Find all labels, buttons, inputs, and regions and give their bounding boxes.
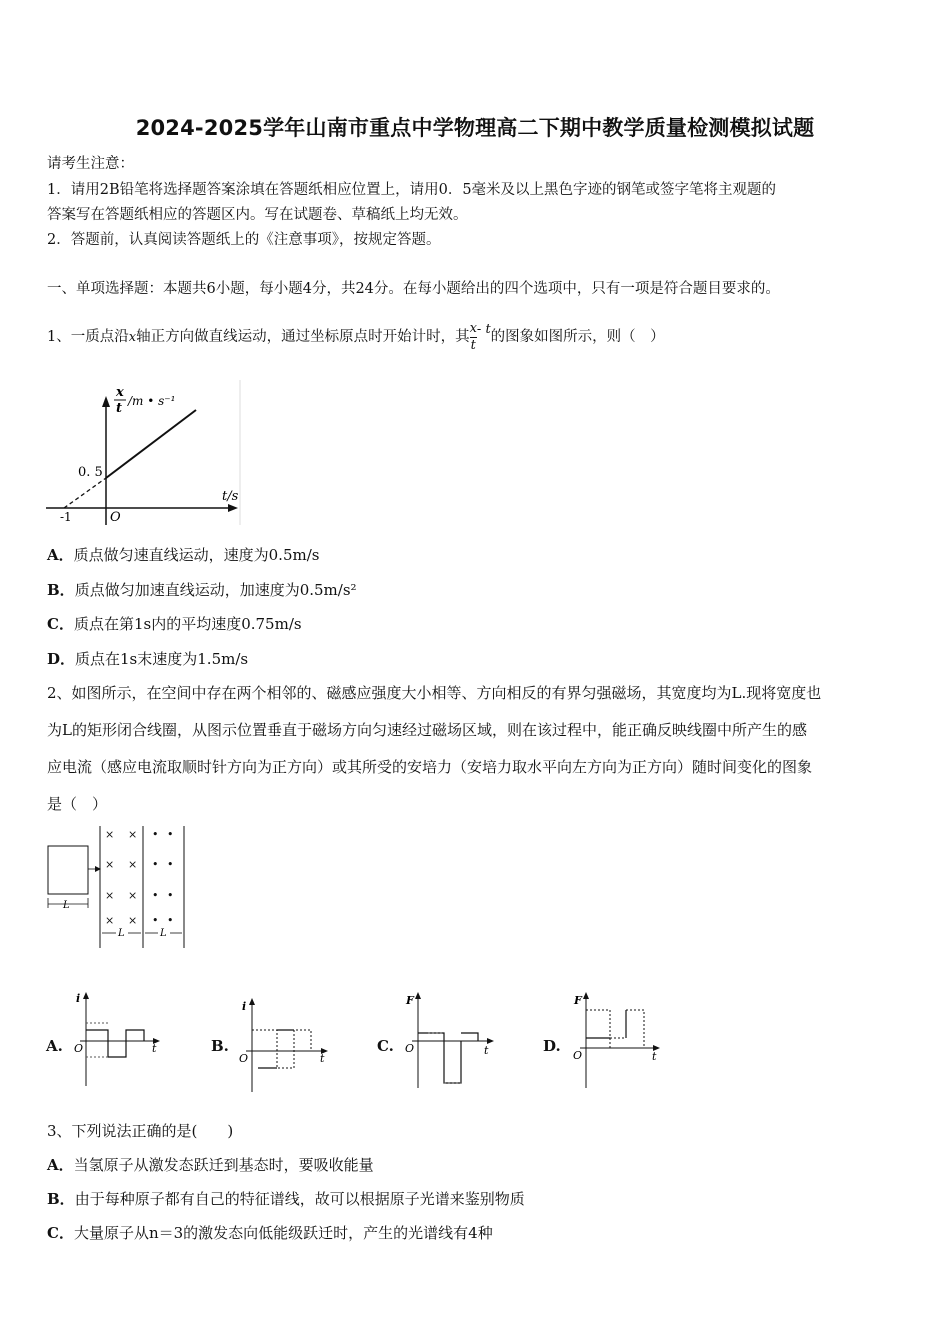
origin-label: O xyxy=(239,1052,249,1065)
option-text: 质点做匀速直线运动，速度为0.5m/s xyxy=(73,546,320,564)
notice-line-1a: 1．请用2B铅笔将选择题答案涂填在答题纸相应位置上，请用0．5毫米及以上黑色字迹的钢笔或签字笔将主观题的 xyxy=(47,182,777,198)
svg-text:×: × xyxy=(128,858,138,871)
q2-choice-c-letter[interactable]: C. xyxy=(377,1037,394,1055)
q1-option-a[interactable] xyxy=(47,544,319,565)
option-letter: D． xyxy=(47,650,76,668)
q1-frac-den: t xyxy=(470,337,476,353)
q1-stem-b: 轴正方向做直线运动，通过坐标原点时开始计时，其 xyxy=(136,329,470,345)
t-label: t xyxy=(320,1052,325,1065)
q1-x-neg: -1 xyxy=(60,510,72,524)
axis-label: F xyxy=(574,994,582,1007)
arrow-up-icon xyxy=(583,992,589,999)
option-text: 质点做匀加速直线运动，加速度为0.5m/s² xyxy=(74,581,357,599)
q1-y-unit: /m • s⁻¹ xyxy=(128,394,176,408)
svg-text:×: × xyxy=(105,889,115,902)
option-letter: C． xyxy=(47,615,74,633)
q2-choice-d-letter[interactable]: D. xyxy=(543,1037,561,1055)
q1-stem-c: 的图象如图所示，则（ ） xyxy=(490,329,665,345)
notice-line-2: 2．答题前，认真阅读答题纸上的《注意事项》，按规定答题。 xyxy=(47,232,441,248)
q3-option-c[interactable] xyxy=(47,1222,493,1243)
svg-text:•: • xyxy=(167,889,174,902)
svg-text:×: × xyxy=(105,828,115,841)
svg-text:•: • xyxy=(167,828,174,841)
svg-text:•: • xyxy=(152,858,159,871)
q1-origin: O xyxy=(110,510,121,525)
option-letter: C． xyxy=(47,1224,74,1242)
q1-option-c[interactable] xyxy=(47,613,302,634)
notice-heading: 请考生注意： xyxy=(47,156,134,172)
q1-option-b[interactable] xyxy=(47,579,357,600)
wave xyxy=(586,1010,644,1048)
q1-extrapolation xyxy=(64,478,106,508)
option-text: 质点在第1s内的平均速度0.75m/s xyxy=(73,615,302,633)
svg-text:•: • xyxy=(167,858,174,871)
q1-x-label: t/s xyxy=(222,489,239,504)
t-label: t xyxy=(152,1042,157,1055)
page-title: 2024-2025学年山南市重点中学物理高二下期中教学质量检测模拟试题 xyxy=(135,116,815,140)
q2-field-L2: L xyxy=(160,928,167,939)
t-label: t xyxy=(484,1044,489,1057)
q1-y-den: t xyxy=(116,401,123,416)
q1-intercept: 0. 5 xyxy=(78,465,103,480)
svg-text:×: × xyxy=(128,914,138,927)
q1-option-d[interactable] xyxy=(47,648,248,669)
q1-data-line xyxy=(106,410,196,478)
svg-text:•: • xyxy=(152,914,159,927)
q2-line-1: 2、如图所示，在空间中存在两个相邻的、磁感应强度大小相等、方向相反的有界匀强磁场，其宽度均为L.现将宽度也 xyxy=(47,684,822,702)
axis-label: i xyxy=(242,1000,247,1013)
option-text: 当氢原子从激发态跃迁到基态时，要吸收能量 xyxy=(73,1156,374,1174)
arrow-right-icon xyxy=(228,504,238,512)
q2-choice-d-graph[interactable] xyxy=(564,990,664,1090)
svg-text:×: × xyxy=(105,858,115,871)
arrow-up-icon xyxy=(83,992,89,999)
q2-choice-a-letter[interactable]: A. xyxy=(46,1037,63,1055)
svg-text:•: • xyxy=(152,828,159,841)
option-text: 质点在1s末速度为1.5m/s xyxy=(75,650,249,668)
origin-label: O xyxy=(573,1049,583,1062)
svg-text:×: × xyxy=(128,889,138,902)
q2-field-diagram xyxy=(44,826,194,952)
axis-label: F xyxy=(406,994,414,1007)
q2-dot-field xyxy=(152,828,174,927)
notice-line-1b: 答案写在答题纸相应的答题区内。写在试题卷、草稿纸上均无效。 xyxy=(47,207,468,223)
q1-fraction xyxy=(470,321,477,354)
q2-choice-c-graph[interactable] xyxy=(398,990,498,1090)
svg-text:•: • xyxy=(152,889,159,902)
q2-choice-a-graph[interactable] xyxy=(68,990,163,1090)
q1-frac-num: x xyxy=(469,320,477,336)
q1-stem-a: 1、一质点沿 xyxy=(47,329,129,345)
svg-text:×: × xyxy=(105,914,115,927)
svg-text:•: • xyxy=(167,914,174,927)
q2-coil-L: L xyxy=(63,900,70,911)
q2-choice-b-letter[interactable]: B. xyxy=(211,1037,229,1055)
q2-line-4: 是（ ） xyxy=(47,795,108,813)
arrow-up-icon xyxy=(415,992,421,999)
q3-option-a[interactable] xyxy=(47,1154,374,1175)
option-text: 由于每种原子都有自己的特征谱线，故可以根据原子光谱来鉴别物质 xyxy=(74,1190,525,1208)
origin-label: O xyxy=(74,1042,84,1055)
origin-label: O xyxy=(405,1042,415,1055)
option-text: 大量原子从n＝3的激发态向低能级跃迁时，产生的光谱线有4种 xyxy=(73,1224,493,1242)
q2-line-2: 为L的矩形闭合线圈，从图示位置垂直于磁场方向匀速经过磁场区域，则在该过程中，能正确反映线圈中所产生的感 xyxy=(47,721,807,739)
q1-frac-tail: - t xyxy=(476,322,491,337)
t-label: t xyxy=(652,1050,657,1063)
option-letter: A． xyxy=(47,1156,74,1174)
option-letter: B． xyxy=(47,581,75,599)
q2-cross-field xyxy=(105,828,137,927)
q3-option-b[interactable] xyxy=(47,1188,525,1209)
axis-label: i xyxy=(76,992,81,1005)
option-letter: A． xyxy=(47,546,74,564)
q3-stem: 3、下列说法正确的是( ) xyxy=(47,1122,234,1140)
option-letter: B． xyxy=(47,1190,75,1208)
q2-line-3: 应电流（感应电流取顺时针方向为正方向）或其所受的安培力（安培力取水平向左方向为正方向）随时间变化的图象 xyxy=(47,758,813,776)
section-heading: 一、单项选择题：本题共6小题，每小题4分，共24分。在每小题给出的四个选项中，只有一项是符合题目要求的。 xyxy=(47,281,780,297)
q1-stem xyxy=(47,310,665,353)
q1-y-num: x xyxy=(116,385,124,400)
q1-var-x: x xyxy=(128,330,137,345)
q2-field-L1: L xyxy=(118,928,125,939)
q2-coil xyxy=(48,846,88,894)
arrow-up-icon xyxy=(249,998,255,1005)
wave xyxy=(252,1030,311,1068)
wave xyxy=(86,1030,144,1057)
svg-text:×: × xyxy=(128,828,138,841)
q1-graph xyxy=(44,380,244,530)
arrow-up-icon xyxy=(102,396,110,407)
q2-choice-b-graph[interactable] xyxy=(232,996,332,1094)
